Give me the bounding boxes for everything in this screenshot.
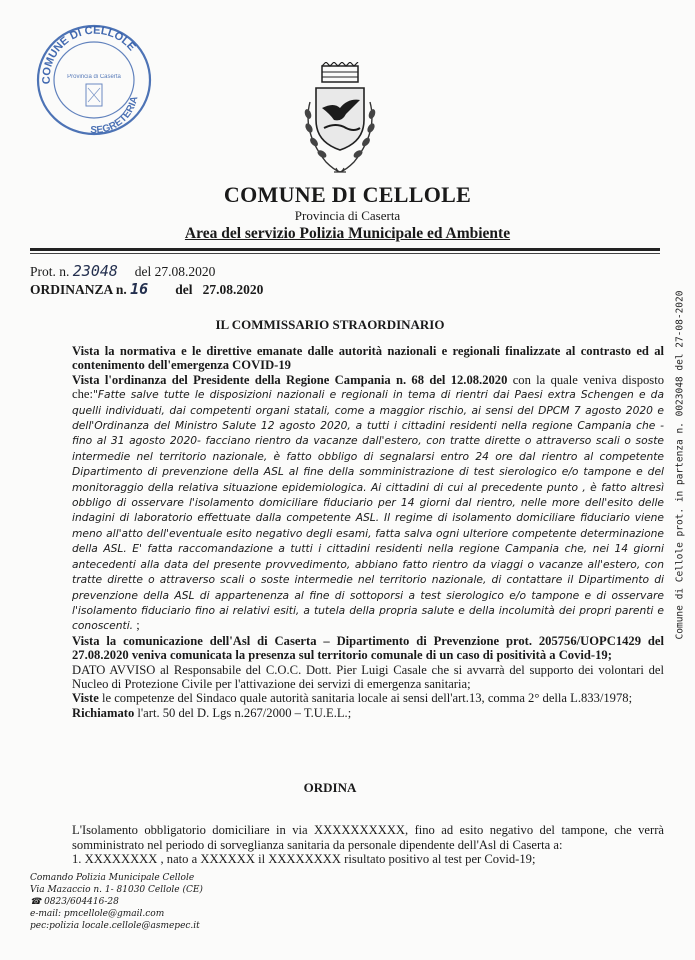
stamp-top-text: COMUNE DI CELLOLE [40, 24, 138, 85]
ordinance-label: ORDINANZA n. [30, 282, 127, 297]
order-item-1: 1. XXXXXXXX , nato a XXXXXX il XXXXXXXX risultato positivo al test per Covid-19; [72, 852, 536, 867]
footer-office: Comando Polizia Municipale Cellole [30, 873, 195, 883]
paragraph-richiamato [72, 706, 664, 720]
vista-ordinanza-end: ; [133, 618, 140, 633]
seal-stamp [28, 14, 156, 142]
footer-email: e-mail: pmcellole@gmail.com [30, 909, 165, 919]
footer-address: Via Mazaccio n. 1- 81030 Cellole (CE) [30, 885, 203, 895]
ordinance-del-label: del [175, 282, 193, 297]
viste-rest: le competenze del Sindaco quale autorità sanitaria locale ai sensi dell'art.13, comma 2° della L.833/1978; [98, 691, 633, 706]
province-subtitle: Provincia di Caserta [294, 208, 401, 223]
protocol-line [30, 262, 215, 280]
footer-pec: pec:polizia locale.cellole@asmepec.it [30, 921, 200, 931]
paragraph-vista-ordinanza [72, 373, 664, 634]
protocol-label: Prot. n. [30, 264, 70, 279]
stamp-inner-text: Provincia di Caserta [67, 74, 121, 80]
vista-ordinanza-bold: Vista l'ordinanza del Presidente della Regione Campania n. 68 del 12.08.2020 [72, 372, 508, 387]
side-stamp-text: Comune di Cellole prot. in partenza n. 0023048 del 27-08-2020 [674, 290, 686, 640]
paragraph-vista-normativa: Vista la normativa e le direttive emanate dalle autorità nazionali e regionali finalizzate al contrasto ed al contenimento dell'emergenza COVID-19 [72, 344, 664, 373]
footer-phone: ☎ 0823/604416-28 [30, 897, 119, 907]
protocol-date: 27.08.2020 [154, 264, 216, 279]
vista-ordinanza-quote: "Fatte salve tutte le disposizioni nazionali e regionali in tema di rientri dai Paesi extra Schengen e da quelli individuati, dai competenti organi statali, come a maggior rischio, ai sensi del DPCM 7 agosto 2020 e dell'Ordinanza del Ministro Salute 12 agosto 2020, a tutti i cittadini residenti nella regione Campania che - fino al 31 agosto 2020- facciano rientro da vacanze dall'estero, con tratte dirette o attraverso scali o soste intermedie nel territorio nazionale, è fatto obbligo di segnalarsi entro 24 ore dal rientro al competente Dipartimento di prevenzione della ASL al fine della somministrazione di test sierologico e/o tampone e del monitoraggio della relativa situazione epidemiologica. Ai cittadini di cui al precedente punto , è fatto altresì obbligo di osservare l'isolamento domiciliare fiduciario per 14 giorni dal rientro, nelle more dell'esito delle indagini di laboratorio effettuate dalla competente ASL. Il regime di isolamento domiciliare fiduciario viene meno all'atto dell'eventuale esito negativo degli esami, fatta salva ogni ulteriore competente determinazione della ASL. E' fatta raccomandazione a tutti i cittadini residenti nella regione Campania che, nei 14 giorni antecedenti alla data del presente provvedimento, abbiano fatto rientro da viaggi o vacanze all'estero, con tratte dirette o attraverso scali o soste intermedie nel territorio nazionale, di contattare il Dipartimento di prevenzione della ASL di appartenenza al fine di sottoporsi a test sierologico e/o tampone e di osservare l'isolamento fiduciario fino ai relativi esiti, a tutela della propria salute e della incolumità dei propri parenti e conoscenti. [72, 388, 664, 633]
paragraph-vista-comunicazione: Vista la comunicazione dell'Asl di Caserta – Dipartimento di Prevenzione prot. 205756/UOPC1429 del 27.08.2020 veniva comunicata la presenza sul territorio comunale di un caso di positività a Covid-19; [72, 633, 664, 663]
order-text: L'Isolamento obbligatorio domiciliare in via XXXXXXXXXX, fino ad esito negativo del tampone, che verrà somministrato nel periodo di sorveglianza sanitaria da personale dipendente dell'Asl di Caserta a: [72, 823, 664, 852]
ordinance-preamble [72, 344, 664, 720]
paragraph-dato-avviso: DATO AVVISO al Responsabile del C.O.C. Dott. Pier Luigi Casale che si avvarrà del supporto dei volontari del Nucleo di Protezione Civile per l'attivazione dei servizi di emergenza sanitaria; [72, 662, 664, 691]
richiamato-bold: Richiamato [72, 705, 135, 720]
vista-ordinanza-rest: con la quale veniva disposto che: [72, 372, 664, 402]
header-divider-thin [30, 253, 660, 254]
stamp-bottom-text: SEGRETERIA [90, 95, 141, 137]
richiamato-rest: l'art. 50 del D. Lgs n.267/2000 – T.U.E.L.; [134, 705, 352, 720]
header-divider-thick [30, 248, 660, 251]
ordinance-order [72, 823, 664, 867]
department-area: Area del servizio Polizia Municipale ed Ambiente [184, 225, 511, 242]
ordina-heading: ORDINA [303, 780, 357, 795]
footer-contacts [30, 872, 230, 932]
ordinance-number: 16 [130, 280, 149, 298]
protocol-number: 23048 [72, 262, 118, 280]
svg-text:SEGRETERIA [90, 95, 140, 136]
protocol-side-stamp [671, 290, 689, 640]
issuer-heading: IL COMMISSARIO STRAORDINARIO [215, 317, 445, 332]
viste-bold: Viste [72, 691, 99, 706]
ordinance-date: 27.08.2020 [202, 282, 264, 297]
municipal-coat-of-arms [300, 62, 380, 180]
protocol-del-label: del [134, 264, 152, 279]
municipality-title: COMUNE DI CELLOLE [223, 182, 472, 207]
paragraph-viste [72, 691, 664, 705]
ordinance-line [30, 280, 263, 298]
